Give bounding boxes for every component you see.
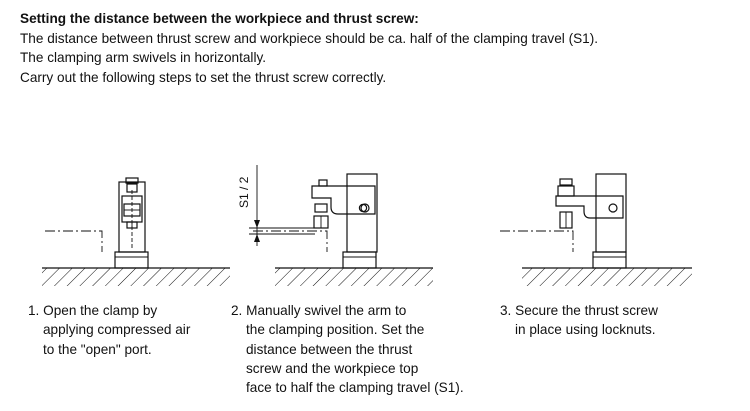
intro-text (20, 9, 598, 87)
figure-secure-screw (500, 160, 700, 290)
step-line: Open the clamp by (43, 303, 158, 318)
step-line: in place using locknuts. (515, 322, 656, 338)
workpiece-outline (45, 231, 102, 252)
step-line: distance between the thrust (246, 341, 413, 357)
clamp-base (343, 252, 376, 268)
set-distance-drawing (235, 160, 435, 290)
section-heading: Setting the distance between the workpiece and thrust screw: (20, 11, 419, 26)
workpiece-outline (500, 231, 573, 252)
step-line: to the "open" port. (43, 341, 152, 357)
step-line: Secure the thrust screw (515, 303, 658, 318)
step-number: 3. (500, 303, 512, 318)
step-2 (231, 301, 464, 397)
step-line: screw and the workpiece top (246, 360, 419, 376)
step-line: face to half the clamping travel (S1). (246, 380, 464, 396)
clamp-base (593, 252, 626, 268)
intro-line-1: The distance between thrust screw and workpiece should be ca. half of the clamping travel (S1). (20, 30, 599, 46)
step-1 (28, 301, 190, 359)
clamp-base (115, 252, 148, 268)
figure-set-distance (235, 160, 435, 290)
step-number: 1. (28, 303, 40, 318)
intro-line-2: The clamping arm swivels in horizontally. (20, 50, 267, 65)
step-line: Manually swivel the arm to (246, 303, 407, 318)
clamp-body (596, 174, 626, 252)
ground-hatch (522, 268, 692, 286)
step-3 (500, 301, 658, 340)
clamp-open-drawing (40, 160, 240, 290)
dimension-label-s1-2: S1 / 2 (237, 176, 251, 208)
secure-screw-drawing (500, 160, 700, 290)
ground-hatch (42, 268, 230, 286)
intro-line-3: Carry out the following steps to set the thrust screw correctly. (20, 69, 387, 85)
step-number: 2. (231, 303, 243, 318)
step-line: the clamping position. Set the (246, 322, 425, 338)
ground-hatch (275, 268, 433, 286)
figure-clamp-open (40, 160, 240, 290)
step-line: applying compressed air (43, 322, 191, 338)
